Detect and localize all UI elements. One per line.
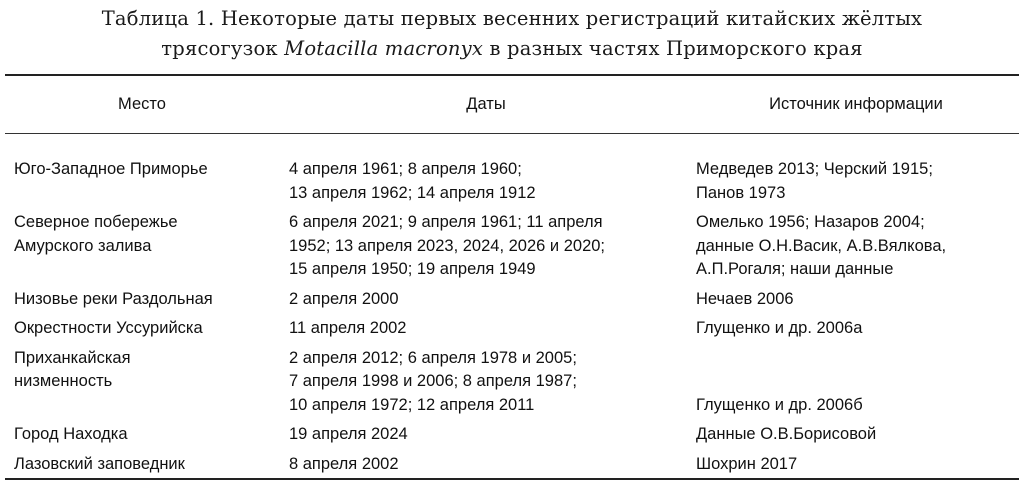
cell-dates-line: 7 апреля 1998 и 2006; 8 апреля 1987; — [289, 372, 577, 390]
cell-source-line: Шохрин 2017 — [696, 454, 798, 473]
cell-place — [5, 211, 279, 282]
cell-place-line: Город Находка — [14, 425, 128, 443]
table-row — [5, 347, 1019, 418]
cell-place — [5, 158, 279, 205]
cell-dates-line: 2 апреля 2012; 6 апреля 1978 и 2005; — [289, 348, 577, 367]
cell-dates — [279, 288, 693, 312]
cell-source — [693, 158, 1019, 205]
cell-dates-line: 4 апреля 1961; 8 апреля 1960; — [289, 160, 522, 178]
cell-source — [693, 347, 1019, 418]
column-header-source: Источник информации — [769, 95, 943, 113]
cell-dates-line: 6 апреля 2021; 9 апреля 1961; 11 апреля — [289, 213, 603, 231]
cell-place — [5, 453, 279, 477]
cell-dates-line: 13 апреля 1962; 14 апреля 1912 — [289, 183, 536, 202]
table-caption — [5, 4, 1019, 64]
cell-source-line: А.П.Рогаля; наши данные — [696, 260, 894, 278]
cell-place — [5, 288, 279, 312]
cell-dates-line: 2 апреля 2000 — [289, 289, 399, 308]
cell-dates — [279, 317, 693, 341]
table-row — [5, 423, 1019, 447]
caption-species-name: Motacilla macronyx — [284, 37, 484, 60]
caption-line-2-start: трясогузок — [161, 37, 285, 60]
cell-place-line: Северное побережье — [14, 213, 178, 231]
cell-source-line: Глущенко и др. 2006а — [696, 319, 863, 337]
cell-source — [693, 453, 1019, 477]
cell-source-line: Данные О.В.Борисовой — [696, 425, 877, 443]
table-row — [5, 211, 1019, 282]
table-row — [5, 288, 1019, 312]
cell-place-line: Окрестности Уссурийска — [14, 319, 203, 337]
cell-source — [693, 423, 1019, 447]
cell-source-line: Омелько 1956; Назаров 2004; — [696, 213, 925, 231]
cell-place — [5, 347, 279, 418]
cell-dates — [279, 211, 693, 282]
cell-dates-line: 8 апреля 2002 — [289, 454, 399, 473]
table-row — [5, 453, 1019, 477]
caption-line-2 — [5, 34, 1019, 64]
cell-dates — [279, 158, 693, 205]
cell-dates-line: 19 апреля 2024 — [289, 425, 408, 443]
cell-place — [5, 423, 279, 447]
cell-dates-line: 11 апреля 2002 — [289, 319, 407, 337]
cell-dates-line: 1952; 13 апреля 2023, 2024, 2026 и 2020; — [289, 236, 606, 255]
cell-place-line: Юго-Западное Приморье — [14, 160, 208, 178]
table-row — [5, 158, 1019, 205]
cell-source-line: Панов 1973 — [696, 183, 786, 202]
cell-source — [693, 288, 1019, 312]
cell-dates-line: 15 апреля 1950; 19 апреля 1949 — [289, 260, 536, 278]
cell-place-line: Амурского залива — [14, 236, 152, 255]
cell-source-line: данные О.Н.Васик, А.В.Вялкова, — [696, 236, 947, 255]
cell-dates — [279, 423, 693, 447]
cell-place-line: Лазовский заповедник — [14, 454, 185, 473]
caption-line-1: Таблица 1. Некоторые даты первых весенних регистраций китайских жёлтых — [101, 7, 923, 30]
cell-source-line — [696, 370, 1019, 394]
caption-line-2-end: в разных частях Приморского края — [483, 37, 863, 60]
table-row — [5, 317, 1019, 341]
cell-source — [693, 211, 1019, 282]
cell-source — [693, 317, 1019, 341]
data-table — [5, 74, 1019, 482]
cell-place — [5, 317, 279, 341]
cell-place-line: Приханкайская — [14, 348, 131, 367]
cell-place-line: низменность — [14, 372, 113, 390]
cell-source-line — [696, 347, 1019, 371]
table-body — [5, 134, 1019, 476]
cell-dates-line: 10 апреля 1972; 12 апреля 2011 — [289, 395, 535, 414]
table-header-row — [5, 76, 1019, 133]
column-header-place: Место — [118, 95, 166, 113]
cell-place-line: Низовье реки Раздольная — [14, 289, 213, 308]
cell-source-line: Нечаев 2006 — [696, 289, 794, 308]
cell-dates — [279, 453, 693, 477]
cell-source-line: Медведев 2013; Черский 1915; — [696, 160, 933, 178]
column-header-dates: Даты — [466, 95, 506, 113]
cell-dates — [279, 347, 693, 418]
cell-source-line: Глущенко и др. 2006б — [696, 395, 863, 414]
